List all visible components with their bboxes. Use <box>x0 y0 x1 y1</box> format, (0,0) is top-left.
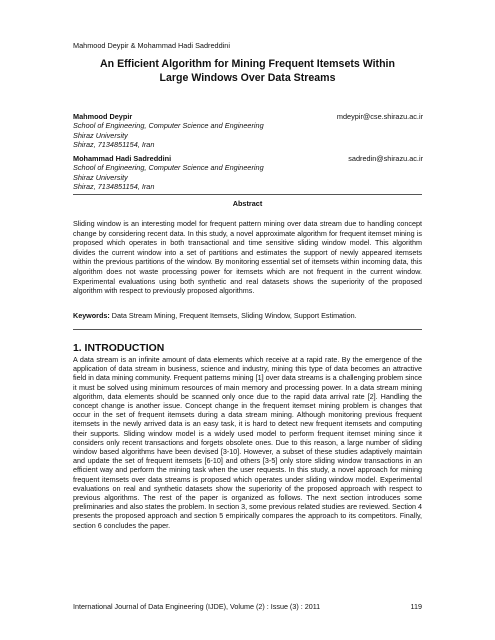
title-line-2: Large Windows Over Data Streams <box>159 72 336 84</box>
running-head: Mahmood Deypir & Mohammad Hadi Sadreddini <box>73 41 230 50</box>
keywords-text: Data Stream Mining, Frequent Itemsets, Sliding Window, Support Estimation. <box>111 311 357 320</box>
introduction-text: A data stream is an infinite amount of data elements which receive at a rapid rate. By the emergence of the application of data stream in business, science and industry, mining this type of data becomes an attractive field in data mining community. Frequent patterns mining [1] over data streams is a challenging problem since it must be solved using minimum resources of main memory and processing power. In a data stream mining algorithm, data elements should be scanned only once due to the rapid data arrival rate [2]. Handling the concept change is another issue. Concept change in the frequent itemset mining problem is changes that occur in the set of frequent itemsets during a data stream mining. Although monitoring previous frequent itemsets in the newly arrived data is an easy task, it is hard to detect new frequent itemsets and computing their supports. Sliding window model is a widely used model to perform frequent itemset mining since it considers only recent transactions and forgets obsolete ones. Due to this reason, a large number of sliding window based algorithms have been devised [3-10]. However, a subset of these studies adaptively maintain and update the set of frequent itemsets [6-10] and others [3-5] only store sliding window transactions in an efficient way and perform the mining task when the user requests. In this study, a novel approach for mining frequent itemsets over data streams is proposed which operates under sliding window model. Experimental evaluations on real and synthetic datasets show the superiority of the proposed approach with respect to previous algorithms. The rest of the paper is organized as follows. The next section introduces some preliminaries and also states the problem. In section 3, some previous related studies are reviewed. Section 4 presents the proposed approach and section 5 empirically compares the approach to its competitors. Finally, section 6 concludes the paper. <box>73 355 422 530</box>
section-heading-introduction: 1. INTRODUCTION <box>73 343 165 354</box>
author-affiliation-line: Shiraz University <box>73 130 128 140</box>
author-affiliation-line: School of Engineering, Computer Science and Engineering <box>73 121 264 131</box>
divider-top <box>73 194 422 195</box>
page-number: 119 <box>410 602 422 611</box>
author-block-2 <box>73 154 423 192</box>
divider-bottom <box>73 329 422 330</box>
keywords <box>73 311 422 321</box>
author-name: Mohammad Hadi Sadreddini <box>73 154 172 163</box>
footer-journal: International Journal of Data Engineering (IJDE), Volume (2) : Issue (3) : 2011 <box>73 602 321 611</box>
author-email[interactable]: mdeypir@cse.shirazu.ac.ir <box>336 112 423 121</box>
author-affiliation-line: School of Engineering, Computer Science and Engineering <box>73 163 264 173</box>
author-block-1 <box>73 112 423 150</box>
author-affiliation-line: Shiraz University <box>73 172 128 182</box>
author-affiliation-line: Shiraz, 7134851154, Iran <box>73 140 155 150</box>
keywords-label: Keywords: <box>73 311 110 320</box>
paper-title <box>60 57 435 85</box>
author-affiliation-line: Shiraz, 7134851154, Iran <box>73 182 155 192</box>
author-email[interactable]: sadredin@shirazu.ac.ir <box>348 154 423 163</box>
page-footer <box>73 602 422 611</box>
abstract-text: Sliding window is an interesting model for frequent pattern mining over data stream due to handling concept change by considering recent data. In this study, a novel approximate algorithm for frequent itemset mining is proposed which operates in both transactional and time sensitive sliding window model. This algorithm divides the current window into a set of partitions and estimates the support of newly appeared itemsets within the previous partitions of the window. By monitoring essential set of itemsets within incoming data, this algorithm does not waste processing power for itemsets which are not frequent in the current window. Experimental evaluations using both synthetic and real datasets shows the superiority of the proposed algorithm with respect to previously proposed algorithms. <box>73 219 422 296</box>
abstract-heading: Abstract <box>232 199 263 208</box>
title-line-1: An Efficient Algorithm for Mining Frequent Itemsets Within <box>100 58 395 70</box>
author-name: Mahmood Deypir <box>73 112 133 121</box>
